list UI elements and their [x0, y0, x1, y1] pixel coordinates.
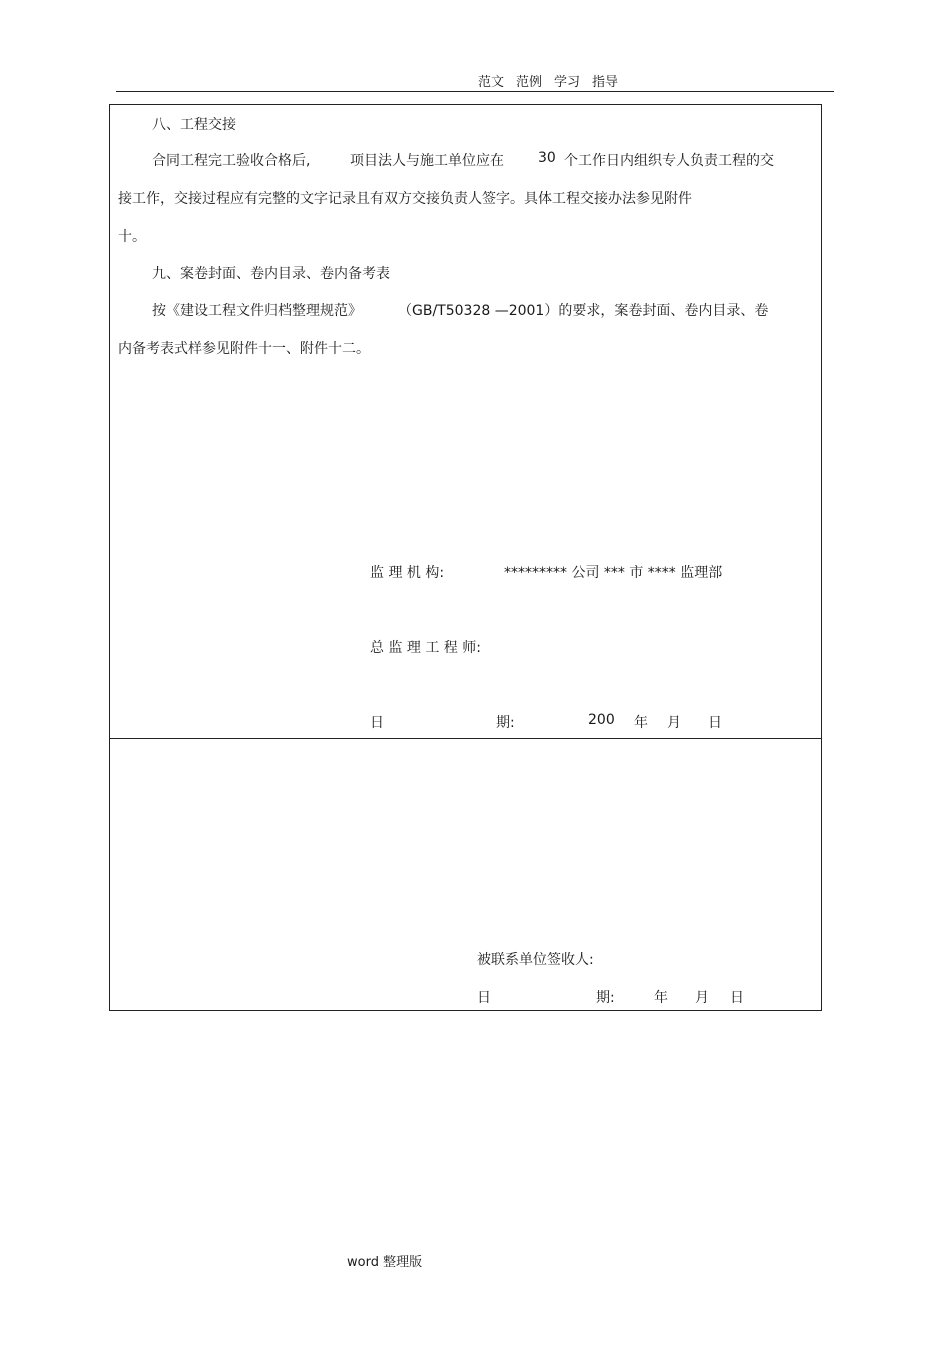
- section9-line1-b: （GB/T50328 —2001）的要求，案卷封面、卷内目录、卷: [398, 303, 769, 319]
- section8-line1-c: 30: [538, 150, 556, 166]
- section9-line1-a: 按《建设工程文件归档整理规范》: [152, 303, 362, 319]
- date-nian: 年: [634, 715, 648, 731]
- header-item: 指导: [592, 75, 619, 90]
- receiver-box: [109, 737, 822, 1011]
- page-footer: word 整理版: [347, 1255, 423, 1270]
- receiver-label: 被联系单位签收人:: [477, 952, 594, 968]
- receiver-date-label-ri: 日: [477, 990, 491, 1006]
- section9-line2: 内备考表式样参见附件十一、附件十二。: [118, 341, 370, 357]
- section9-heading: 九、案卷封面、卷内目录、卷内备考表: [152, 266, 390, 282]
- section8-line2: 接工作，交接过程应有完整的文字记录且有双方交接负责人签字。具体工程交接办法参见附件: [118, 191, 692, 207]
- receiver-date-nian: 年: [654, 990, 668, 1006]
- date-label-qi: 期:: [496, 715, 515, 731]
- header-item: 范例: [516, 75, 543, 90]
- section8-line3: 十。: [118, 229, 146, 245]
- org-label: 监 理 机 构:: [370, 565, 445, 581]
- receiver-date-label-qi: 期:: [596, 990, 615, 1006]
- section8-line1-b: 项目法人与施工单位应在: [350, 153, 504, 169]
- receiver-date-yue: 月: [695, 990, 709, 1006]
- receiver-date-ri: 日: [730, 990, 744, 1006]
- date-label-ri: 日: [370, 715, 384, 731]
- section8-heading: 八、工程交接: [152, 117, 236, 133]
- section8-line1-a: 合同工程完工验收合格后,: [152, 153, 311, 169]
- header-item: 范文: [478, 75, 505, 90]
- page-header: [478, 71, 630, 90]
- org-value: ********* 公司 *** 市 **** 监理部: [504, 565, 723, 581]
- date-year: 200: [588, 712, 615, 728]
- section8-line1-d: 个工作日内组织专人负责工程的交: [564, 153, 774, 169]
- date-yue: 月: [667, 715, 681, 731]
- header-rule: [116, 91, 834, 92]
- engineer-label: 总 监 理 工 程 师:: [370, 640, 481, 656]
- header-item: 学习: [554, 75, 581, 90]
- date-ri: 日: [708, 715, 722, 731]
